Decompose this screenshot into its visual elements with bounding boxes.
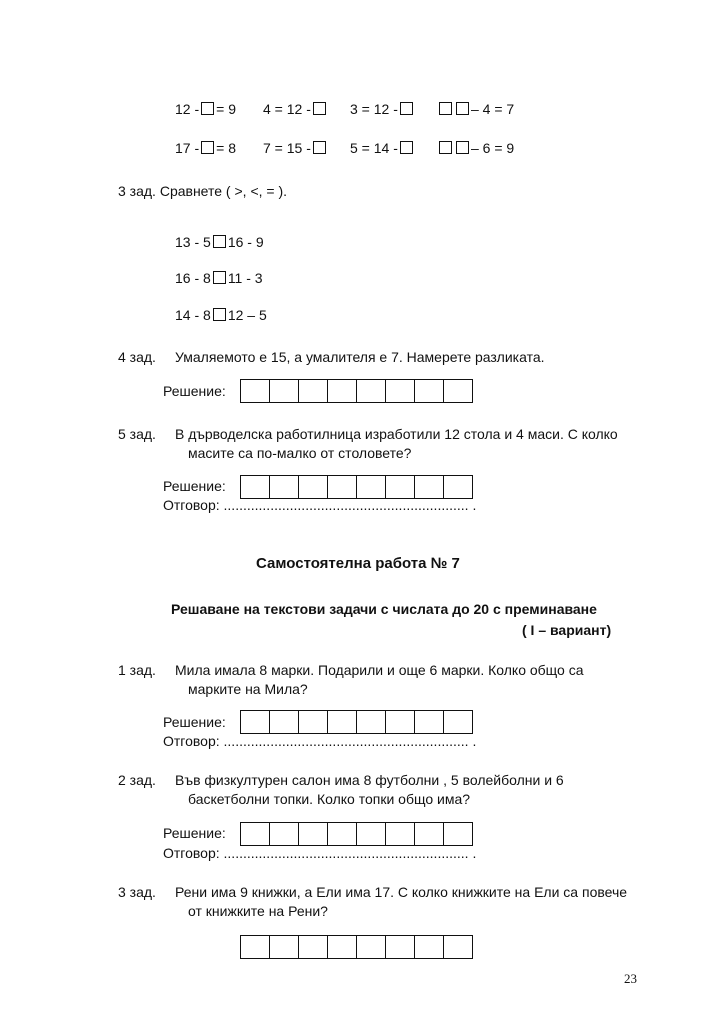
equation-row-2 <box>175 140 236 156</box>
task-1-line1: Мила имала 8 марки. Подарили и още 6 марки. Колко общо са <box>175 662 584 678</box>
grid-cell[interactable] <box>444 380 473 402</box>
task-3-label: 3 зад. <box>118 884 156 900</box>
grid-cell[interactable] <box>415 711 444 733</box>
compare-left: 14 - 8 <box>175 307 211 323</box>
section-variant: ( I – вариант) <box>522 622 612 638</box>
compare-right: 16 - 9 <box>227 234 264 250</box>
grid-cell[interactable] <box>357 936 386 958</box>
grid-cell[interactable] <box>328 711 357 733</box>
compare-right: 11 - 3 <box>227 270 263 286</box>
grid-cell[interactable] <box>241 476 270 498</box>
grid-cell[interactable] <box>357 711 386 733</box>
solution-grid[interactable] <box>240 379 473 403</box>
solution-grid[interactable] <box>240 822 473 846</box>
answer-box[interactable] <box>456 141 469 154</box>
solution-label: Решение: <box>163 825 226 841</box>
exercise-5-line1: В дърводелска работилница изработили 12 стола и 4 маси. С колко <box>175 426 618 442</box>
answer-box[interactable] <box>313 102 326 115</box>
equation-row-1d <box>437 101 514 117</box>
grid-cell[interactable] <box>386 380 415 402</box>
grid-cell[interactable] <box>415 823 444 845</box>
grid-cell[interactable] <box>444 476 473 498</box>
solution-grid[interactable] <box>240 475 473 499</box>
task-3-line1: Рени има 9 книжки, а Ели има 17. С колко книжките на Ели са повече <box>175 884 628 900</box>
answer-box[interactable] <box>201 141 214 154</box>
solution-grid[interactable] <box>240 935 473 959</box>
task-1-line2: марките на Мила? <box>188 681 308 697</box>
solution-grid[interactable] <box>240 710 473 734</box>
answer-line: Отговор: ............................................................... . <box>163 733 477 749</box>
answer-box[interactable] <box>313 141 326 154</box>
exercise-4-label: 4 зад. <box>118 349 156 365</box>
answer-box[interactable] <box>201 102 214 115</box>
equation-row-1 <box>175 101 236 117</box>
compare-box[interactable] <box>213 235 226 248</box>
exercise-5-label: 5 зад. <box>118 426 156 442</box>
grid-cell[interactable] <box>386 936 415 958</box>
compare-row <box>175 307 267 323</box>
section-title: Самостоятелна работа № 7 <box>256 555 460 572</box>
expr-text: – 6 = 9 <box>471 140 515 156</box>
answer-line: Отговор: ............................................................... . <box>163 845 477 861</box>
grid-cell[interactable] <box>386 823 415 845</box>
grid-cell[interactable] <box>415 380 444 402</box>
compare-left: 13 - 5 <box>175 234 211 250</box>
compare-right: 12 – 5 <box>227 307 267 323</box>
expr-text: = 9 <box>216 101 236 117</box>
grid-cell[interactable] <box>444 711 473 733</box>
answer-box[interactable] <box>439 102 452 115</box>
grid-cell[interactable] <box>299 823 328 845</box>
expr-text: 5 = 14 - <box>350 140 398 156</box>
section-subtitle: Решаване на текстови задачи с числата до 20 с преминаване <box>171 601 597 617</box>
grid-cell[interactable] <box>299 476 328 498</box>
expr-text: 12 - <box>175 101 200 117</box>
compare-box[interactable] <box>213 308 226 321</box>
grid-cell[interactable] <box>444 823 473 845</box>
grid-cell[interactable] <box>241 380 270 402</box>
expr-text: 3 = 12 - <box>350 101 398 117</box>
expr-text: 17 - <box>175 140 200 156</box>
equation-row-2d <box>437 140 514 156</box>
solution-label: Решение: <box>163 714 226 730</box>
task-2-label: 2 зад. <box>118 772 156 788</box>
grid-cell[interactable] <box>328 936 357 958</box>
task-3-line2: от книжките на Рени? <box>188 903 328 919</box>
grid-cell[interactable] <box>415 936 444 958</box>
task-1-label: 1 зад. <box>118 662 156 678</box>
grid-cell[interactable] <box>270 711 299 733</box>
grid-cell[interactable] <box>270 823 299 845</box>
grid-cell[interactable] <box>415 476 444 498</box>
task-2-line2: баскетболни топки. Колко топки общо има? <box>188 791 471 807</box>
exercise-5-line2: масите са по-малко от столовете? <box>188 445 412 461</box>
exercise-4-text: Умаляемото е 15, а умалителя е 7. Намерете разликата. <box>175 349 545 365</box>
equation-row-1c <box>350 101 415 117</box>
equation-row-2b <box>263 140 328 156</box>
solution-label: Решение: <box>163 383 226 399</box>
solution-label: Решение: <box>163 478 226 494</box>
grid-cell[interactable] <box>299 380 328 402</box>
exercise-3-heading: 3 зад. Сравнете ( >, <, = ). <box>118 183 288 199</box>
grid-cell[interactable] <box>299 936 328 958</box>
answer-box[interactable] <box>400 102 413 115</box>
grid-cell[interactable] <box>270 476 299 498</box>
compare-left: 16 - 8 <box>175 270 211 286</box>
expr-text: 4 = 12 - <box>263 101 311 117</box>
grid-cell[interactable] <box>270 380 299 402</box>
grid-cell[interactable] <box>386 476 415 498</box>
equation-row-2c <box>350 140 415 156</box>
expr-text: = 8 <box>216 140 236 156</box>
grid-cell[interactable] <box>241 823 270 845</box>
answer-box[interactable] <box>456 102 469 115</box>
grid-cell[interactable] <box>357 823 386 845</box>
grid-cell[interactable] <box>444 936 473 958</box>
answer-box[interactable] <box>400 141 413 154</box>
compare-box[interactable] <box>213 271 226 284</box>
compare-row <box>175 234 264 250</box>
answer-line: Отговор: ............................................................... . <box>163 497 477 513</box>
grid-cell[interactable] <box>270 936 299 958</box>
grid-cell[interactable] <box>357 380 386 402</box>
grid-cell[interactable] <box>241 936 270 958</box>
compare-row <box>175 270 263 286</box>
expr-text: 7 = 15 - <box>263 140 311 156</box>
grid-cell[interactable] <box>299 711 328 733</box>
equation-row-1b <box>263 101 328 117</box>
grid-cell[interactable] <box>241 711 270 733</box>
answer-box[interactable] <box>439 141 452 154</box>
grid-cell[interactable] <box>386 711 415 733</box>
expr-text: – 4 = 7 <box>471 101 515 117</box>
grid-cell[interactable] <box>328 476 357 498</box>
grid-cell[interactable] <box>328 380 357 402</box>
page-number: 23 <box>624 971 637 986</box>
task-2-line1: Във физкултурен салон има 8 футболни , 5 волейболни и 6 <box>175 772 564 788</box>
grid-cell[interactable] <box>357 476 386 498</box>
grid-cell[interactable] <box>328 823 357 845</box>
